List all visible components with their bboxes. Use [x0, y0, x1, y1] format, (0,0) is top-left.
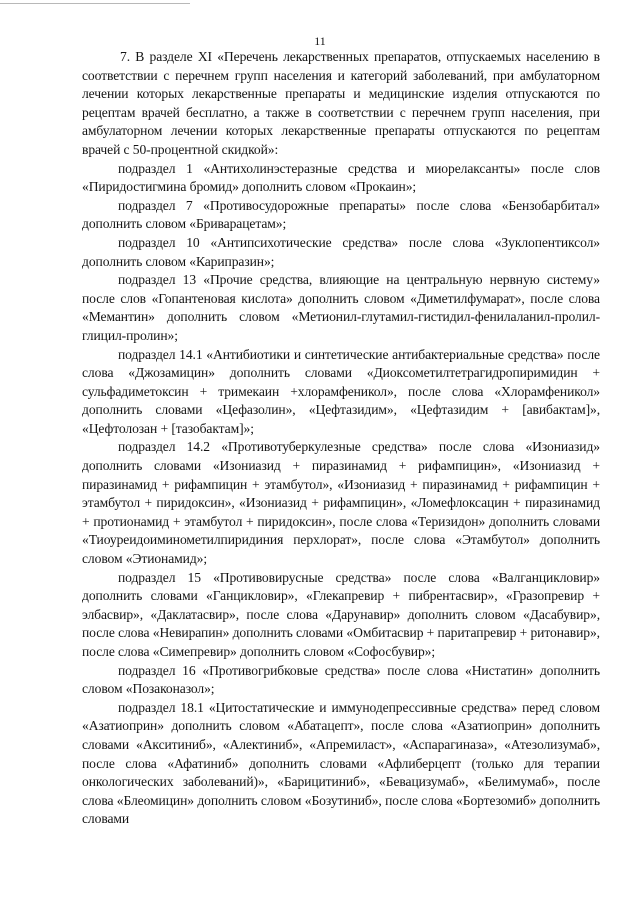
paragraph-section-xi: 7. В разделе XI «Перечень лекарственных препаратов, отпускаемых населению в соответствии с перечнем групп населения и категорий заболеваний, при амбулаторном лечении которых лекарственные препараты и медицинские изделия отпускаются по рецептам врачей бесплатно, а также в соответствии с перечнем групп населения, при амбулаторном лечении которых лекарственные препараты отпускаются по рецептам врачей с 50-процентной скидкой»: [82, 49, 600, 157]
paragraph-subsection-7: подраздел 7 «Противосудорожные препараты» после слова «Бензобарбитал» дополнить словом «Бриварацетам»; [82, 197, 600, 232]
paragraph-subsection-13: подраздел 13 «Прочие средства, влияющие на центральную нервную систему» после слов «Гопантеновая кислота» дополнить словом «Диметилфумарат», после слова «Мемантин» дополнить словом «Метионил-глутамил-гистидил-фенилаланил-пролил-глицил-пролин»; [82, 272, 600, 343]
paragraph-subsection-14-1: подраздел 14.1 «Антибиотики и синтетические антибактериальные средства» после слова «Джозамицин» дополнить словами «Диоксометилтетрагидропиримидин + сульфадиметоксин + тримекаин +хлорамфеникол», после слова «Хлорамфеникол» дополнить словами «Цефазолин», «Цефтазидим», «Цефтазидим + [авибактам]», «Цефтолозан + [тазобактам]»; [82, 346, 600, 436]
paragraph-subsection-1: подраздел 1 «Антихолинэстеразные средства и миорелаксанты» после слов «Пиридостигмина бромид» дополнить словом «Прокаин»; [82, 160, 600, 195]
paragraph-subsection-14-2: подраздел 14.2 «Противотуберкулезные средства» после слова «Изониазид» дополнить словами «Изониазид + пиразинамид + рифампицин», «Изониазид + пиразинамид + рифампицин + этамбутол», «Изониазид + пиразинамид + рифампицин + этамбутол + пиридоксин», «Изониазид + рифампицин», «Ломефлоксацин + пиразинамид + протионамид + этамбутол + пиридоксин», после слова «Теризидон» дополнить словами «Тиоуреидоиминометилпиридиния перхлорат», после слова «Этамбутол» дополнить словом «Этионамид»; [82, 439, 600, 567]
scan-edge-line [0, 3, 190, 4]
paragraph-subsection-18-1: подраздел 18.1 «Цитостатические и иммунодепрессивные средства» перед словом «Азатиоприн» дополнить словом «Абатацепт», после слова «Азатиоприн» дополнить словами «Акситиниб», «Алектиниб», «Апремиласт», «Аспарагиназа», «Атезолизумаб», после слова «Афатиниб» дополнить словами «Афлиберцепт (только для терапии онкологических заболеваний)», «Барицитиниб», «Бевацизумаб», «Белимумаб», после слова «Блеомицин» дополнить словом «Бозутиниб», после слова «Бортезомиб» дополнить словами [82, 699, 600, 827]
paragraph-subsection-15: подраздел 15 «Противовирусные средства» после слова «Валганцикловир» дополнить словами «Ганцикловир», «Глекапревир + пибрентасвир», «Гразопревир + элбасвир», «Даклатасвир», после слова «Дарунавир» дополнить словом «Дасабувир», после слова «Невирапин» дополнить словами «Омбитасвир + паритапревир + ритонавир», после слова «Симепревир» дополнить словом «Софосбувир»; [82, 569, 600, 659]
document-body [82, 48, 600, 829]
paragraph-subsection-10: подраздел 10 «Антипсихотические средства» после слова «Зуклопентиксол» дополнить словом «Карипразин»; [82, 234, 600, 269]
paragraph-subsection-16: подраздел 16 «Противогрибковые средства» после слова «Нистатин» дополнить словом «Позаконазол»; [82, 662, 600, 697]
page-number: 11 [314, 34, 326, 48]
